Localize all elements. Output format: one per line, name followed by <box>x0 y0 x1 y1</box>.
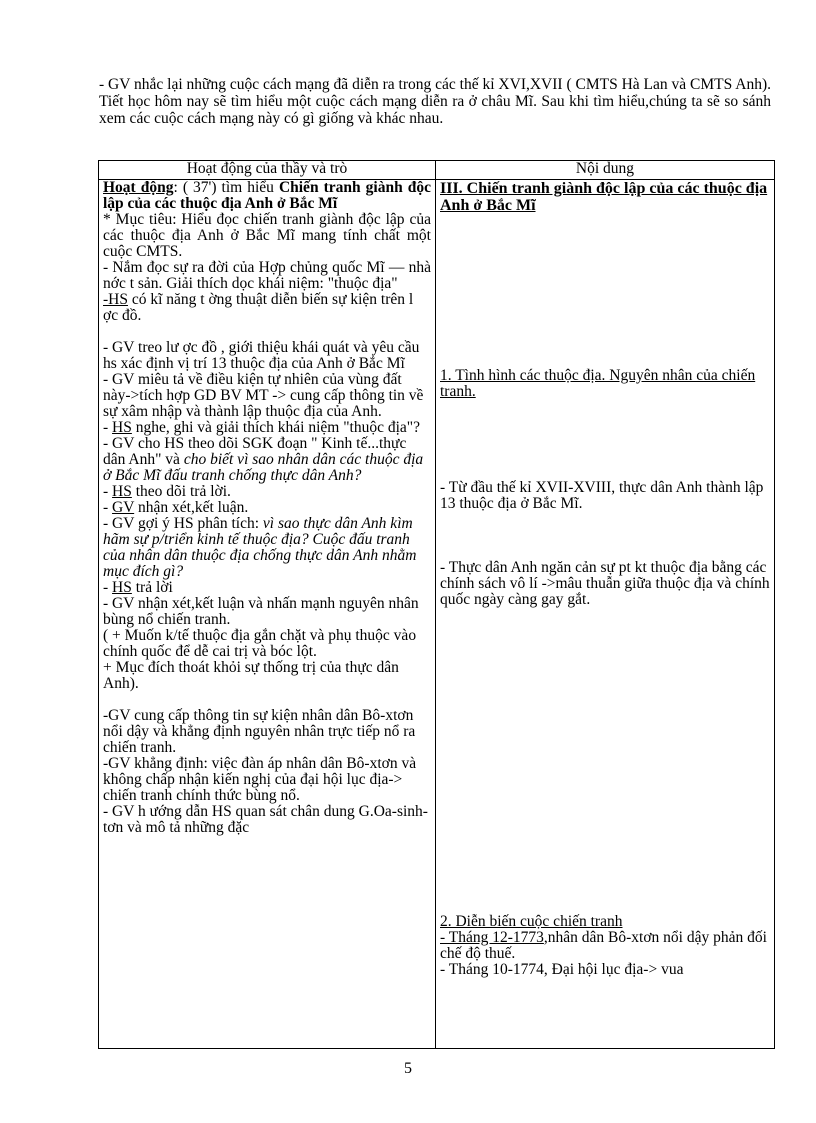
step-map: - GV treo lư ợc đồ , giới thiệu khái quát và yêu cầu hs xác định vị trí 13 thuộc địa của Anh ở Bắc Mĩ <box>103 339 420 372</box>
activity-heading: Hoạt động: ( 37') tìm hiểu Chiến tranh giành độc lập của các thuộc địa Anh ở Bắc Mĩ <box>103 180 431 212</box>
reason-2: + Mục đích thoát khỏi sự thống trị của thực dân Anh). <box>103 659 399 692</box>
step-conclude: - GV nhận xét,kết luận. <box>103 499 249 516</box>
step-answer: - HS theo dõi trả lời. <box>103 483 231 500</box>
table-body-row <box>99 180 775 1049</box>
objective-2: - Nắm đọc sự ra đời của Hợp chủng quốc Mĩ — nhà nớc t sản. Giải thích dọc khái niệm: "thuộc địa" <box>103 259 431 292</box>
header-content: Nội dung <box>435 161 774 180</box>
header-activities: Hoạt động của thầy và trò <box>99 161 436 180</box>
step-read: - GV cho HS theo dõi SGK đoạn " Kinh tế...thực dân Anh" và cho biết vì sao nhân dân các thuộc địa ở Bắc Mĩ đấu tranh chống thực dân Anh? <box>103 435 424 484</box>
step-analyze: - GV gợi ý HS phân tích: vì sao thực dân Anh kìm hãm sự p/triển kinh tế thuộc địa? Cuộc đấu tranh của nhân dân thuộc địa chống thực dân Anh nhằm mục đích gì? <box>103 515 417 580</box>
step-affirm: -GV khẳng định: việc đàn áp nhân dân Bô-xtơn và không chấp nhận kiến nghị của đại hội lục địa-> chiến tranh chính thức bùng nổ. <box>103 755 417 804</box>
step-reply: - HS trả lời <box>103 579 173 596</box>
objective-1: * Mục tiêu: Hiểu đọc chiến tranh giành độc lập của các thuộc địa Anh ở Bắc Mĩ mang tính chất một cuộc CMTS. <box>103 211 431 260</box>
step-boston: -GV cung cấp thông tin sự kiện nhân dân Bô-xtơn nổi dậy và khẳng định nguyên nhân trực tiếp nổ ra chiến tranh. <box>103 707 416 756</box>
step-define: - HS nghe, ghi và giải thích khái niệm "thuộc địa"? <box>103 419 421 436</box>
lesson-table <box>98 160 775 1049</box>
content-conflict: - Thực dân Anh ngăn cản sự pt kt thuộc địa bằng các chính sách vô lí ->mâu thuẫn giữa thuộc địa và chính quốc ngày càng gay gắt. <box>439 559 770 608</box>
content-congress: - Tháng 10-1774, Đại hội lục địa-> vua <box>439 961 684 978</box>
intro-paragraph: - GV nhắc lại những cuộc cách mạng đã diễn ra trong các thế kỉ XVI,XVII ( CMTS Hà Lan và CMTS Anh). Tiết học hôm nay sẽ tìm hiểu một cuộc cách mạng diễn ra ở châu Mĩ. Sau khi tìm hiểu,chúng ta sẽ so sánh xem các cuộc cách mạng này có gì giống và khác nhau. <box>99 76 771 127</box>
content-boston: - Tháng 12-1773,nhân dân Bô-xtơn nổi dậy phản đối chế độ thuế. <box>439 929 767 962</box>
reason-1: ( + Muốn k/tế thuộc địa gắn chặt và phụ thuộc vào chính quốc để dễ cai trị và bóc lột. <box>103 627 417 660</box>
section-title: III. Chiến tranh giành độc lập của các thuộc địa Anh ở Bắc Mĩ <box>439 180 768 214</box>
content-cell <box>435 180 774 1049</box>
step-emphasize: - GV nhận xét,kết luận và nhấn mạnh nguyên nhân bùng nổ chiến tranh. <box>103 595 419 628</box>
content-colonies: - Từ đầu thế kỉ XVII-XVIII, thực dân Anh thành lập 13 thuộc địa ở Bắc Mĩ. <box>439 479 764 512</box>
step-nature: - GV miêu tả về điều kiện tự nhiên của vùng đất này->tích hợp GD BV MT -> cung cấp thông tin về sự xâm nhập và thành lập thuộc địa của Anh. <box>103 371 424 420</box>
subsection-1-title: 1. Tình hình các thuộc địa. Nguyên nhân của chiến tranh. <box>439 367 756 400</box>
subsection-2-title: 2. Diễn biến cuộc chiến tranh <box>439 913 623 930</box>
objective-3: -HS có kĩ năng t ờng thuật diễn biến sự kiện trên l ợc đồ. <box>103 291 414 324</box>
activities-cell <box>99 180 436 1049</box>
table-header-row <box>99 161 775 180</box>
page-number: 5 <box>404 1060 412 1077</box>
step-portrait: - GV h ướng dẫn HS quan sát chân dung G.Oa-sinh-tơn và mô tả những đặc <box>103 803 428 836</box>
